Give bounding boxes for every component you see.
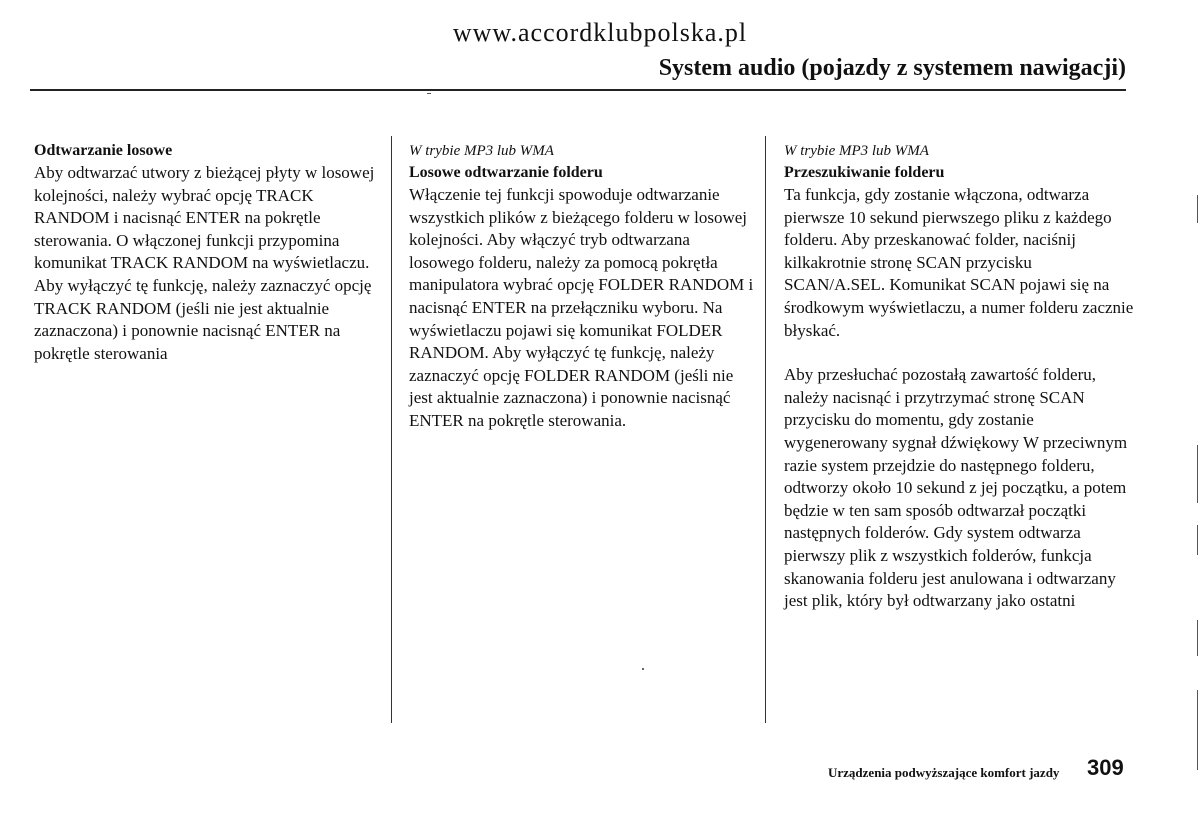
edge-mark-4 <box>1197 620 1198 656</box>
paragraph-folder-random: Włączenie tej funkcji spowoduje odtwarzanie wszystkich plików z bieżącego folderu w losowej kolejności. Aby włączyć tryb odtwarzana losowego folderu, należy za pomocą pokrętła manipulatora wybrać opcję FOLDER RANDOM i nacisnąć ENTER na przełączniku wyboru. Na wyświetlaczu pojawi się komunikat FOLDER RANDOM. Aby wyłączyć tę funkcję, należy zaznaczyć opcję FOLDER RANDOM (jeśli nie jest aktualnie zaznaczona) i ponownie nacisnąć ENTER na pokrętle sterowania. <box>409 185 754 430</box>
mode-label-folder-random: W trybie MP3 lub WMA <box>409 143 554 159</box>
mode-label-folder-scan: W trybie MP3 lub WMA <box>784 143 929 159</box>
section-title: System audio (pojazdy z systemem nawigacji) <box>658 55 1126 81</box>
header-rule <box>30 89 1126 91</box>
scan-mark <box>427 93 431 94</box>
column-folder-random <box>409 140 759 433</box>
heading-random-play: Odtwarzanie losowe <box>34 142 173 159</box>
paragraph-random-play: Aby odtwarzać utwory z bieżącej płyty w losowej kolejności, należy wybrać opcję TRACK RANDOM i nacisnąć ENTER na pokrętle sterowania. O włączonej funkcji przypomina komunikat TRACK RANDOM na wyświetlaczu. Aby wyłączyć tę funkcję, należy zaznaczyć opcję TRACK RANDOM (jeśli nie jest aktualnie zaznaczona) i ponownie nacisnąć ENTER na pokrętle sterowania <box>34 163 375 363</box>
paragraph-folder-scan-2: Aby przesłuchać pozostałą zawartość folderu, należy nacisnąć i przytrzymać stronę SCAN przycisku do momentu, gdy zostanie wygenerowany sygnał dźwiękowy W przeciwnym razie system przejdzie do następnego folderu, odtworzy około 10 sekund z jej początku, a potem będzie w ten sam sposób odtwarzał początki następnych folderów. Gdy system odtwarza pierwszy plik z wszystkich folderów, funkcja skanowania folderu jest anulowana i odtwarzany jest plik, który był odtwarzany jako ostatni <box>784 365 1128 611</box>
heading-folder-random: Losowe odtwarzanie folderu <box>409 164 603 181</box>
column-folder-scan <box>784 140 1134 613</box>
edge-mark-5 <box>1197 690 1198 770</box>
page-number: 309 <box>1087 755 1124 780</box>
edge-mark-2 <box>1197 445 1198 503</box>
chapter-label: Urządzenia podwyższające komfort jazdy <box>828 765 1060 780</box>
edge-mark-3 <box>1197 525 1198 555</box>
scan-dot <box>642 668 644 670</box>
column-random-play <box>34 140 379 365</box>
column-divider-2 <box>765 136 766 723</box>
column-divider-1 <box>391 136 392 723</box>
paragraph-folder-scan-1: Ta funkcja, gdy zostanie włączona, odtwarza pierwsze 10 sekund pierwszego pliku z każdego folderu. Aby przeskanować folder, naciśnij kilkakrotnie stronę SCAN przycisku SCAN/A.SEL. Komunikat SCAN pojawi się na środkowym wyświetlaczu, a numer folderu zacznie błyskać. <box>784 185 1134 340</box>
edge-mark-1 <box>1197 195 1198 223</box>
site-url: www.accordklubpolska.pl <box>452 18 748 47</box>
heading-folder-scan: Przeszukiwanie folderu <box>784 164 945 181</box>
